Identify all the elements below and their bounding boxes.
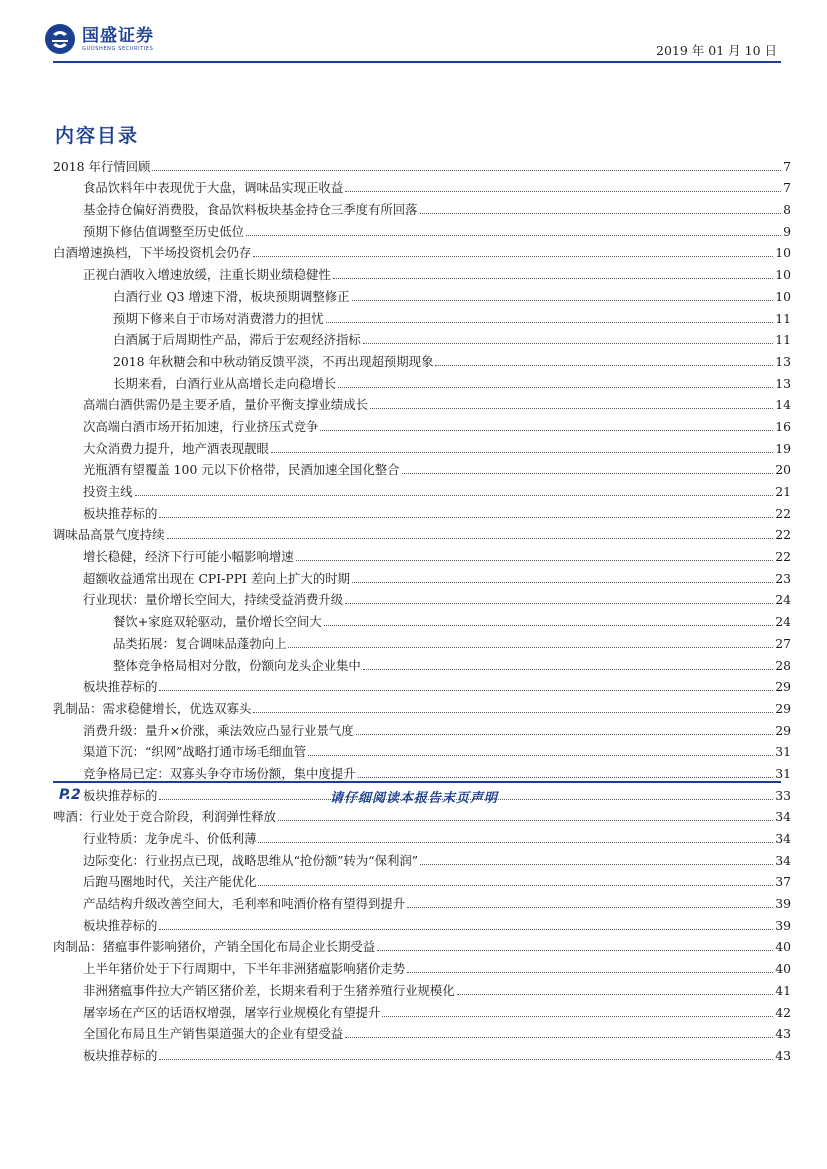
toc-dot-leader (135, 494, 774, 496)
toc-entry-page: 19 (775, 440, 791, 456)
toc-entry[interactable] (53, 673, 791, 695)
toc-entry-title: 大众消费力提升，地产酒表现靓眼 (83, 440, 269, 456)
toc-entry-page: 39 (775, 896, 791, 912)
toc-entry-title: 品类拓展：复合调味品蓬勃向上 (113, 635, 287, 651)
toc-entry-title: 预期下修来自于市场对消费潜力的担忧 (113, 310, 324, 326)
toc-entry[interactable] (53, 1020, 791, 1042)
toc-dot-leader (345, 602, 773, 604)
toc-dot-leader (407, 906, 773, 908)
toc-entry-page: 37 (775, 874, 791, 890)
toc-entry-title: 预期下修估值调整至历史低位 (83, 223, 245, 239)
toc-dot-leader (308, 754, 773, 756)
toc-entry[interactable] (53, 694, 791, 716)
toc-entry-title: 肉制品：猪瘟事件影响猪价，产销全国化布局企业长期受益 (53, 939, 376, 955)
toc-entry-title: 增长稳健，经济下行可能小幅影响增速 (83, 549, 294, 565)
toc-dot-leader (345, 190, 781, 192)
toc-entry-page: 39 (775, 917, 791, 933)
toc-dot-leader (338, 386, 773, 388)
toc-entry-title: 餐饮+家庭双轮驱动，量价增长空间大 (113, 614, 322, 630)
toc-entry-page: 13 (775, 353, 791, 369)
toc-entry-title: 渠道下沉：“织网”战略打通市场毛细血管 (83, 744, 307, 760)
toc-entry-title: 调味品高景气度持续 (53, 527, 165, 543)
toc-entry-page: 34 (775, 809, 791, 825)
toc-entry[interactable] (53, 651, 791, 673)
toc-entry-page: 40 (775, 939, 791, 955)
toc-entry-title: 基金持仓偏好消费股，食品饮料板块基金持仓三季度有所回落 (83, 202, 418, 218)
toc-entry-title: 全国化布局且生产销售渠道强大的企业有望受益 (83, 1026, 344, 1042)
toc-dot-leader (271, 451, 773, 453)
toc-dot-leader (345, 1036, 773, 1038)
toc-dot-leader (407, 971, 773, 973)
toc-dot-leader (363, 668, 773, 670)
toc-entry-page: 7 (783, 158, 791, 174)
toc-entry-title: 2018 年秋糖会和中秋动销反馈平淡，不再出现超预期现象 (113, 353, 434, 369)
page-header (0, 0, 827, 64)
toc-entry-title: 竞争格局已定：双寡头争夺市场份额，集中度提升 (83, 765, 356, 781)
toc-entry-page: 11 (775, 332, 791, 348)
toc-entry[interactable] (53, 998, 791, 1020)
toc-entry-title: 白酒属于后周期性产品，滞后于宏观经济指标 (113, 332, 361, 348)
toc-entry[interactable] (53, 326, 791, 348)
toc-entry-page: 43 (775, 1026, 791, 1042)
toc-entry-page: 13 (775, 375, 791, 391)
toc-dot-leader (159, 928, 773, 930)
toc-dot-leader (402, 472, 774, 474)
toc-entry[interactable] (53, 954, 791, 976)
toc-entry-page: 29 (775, 722, 791, 738)
toc-entry-page: 43 (775, 1047, 791, 1063)
toc-entry-page: 22 (775, 505, 791, 521)
toc-entry[interactable] (53, 607, 791, 629)
toc-entry[interactable] (53, 911, 791, 933)
toc-entry-title: 板块推荐标的 (83, 505, 158, 521)
toc-entry-title: 食品饮料年中表现优于大盘，调味品实现正收益 (83, 180, 344, 196)
toc-entry[interactable] (53, 174, 791, 196)
toc-entry-page: 40 (775, 961, 791, 977)
toc-dot-leader (382, 1015, 773, 1017)
brand-subtitle: GUOSHENG SECURITIES (82, 45, 154, 52)
toc-entry-page: 27 (775, 635, 791, 651)
toc-dot-leader (435, 364, 773, 366)
toc-entry-title: 屠宰场在产区的话语权增强，屠宰行业规模化有望提升 (83, 1004, 381, 1020)
toc-dot-leader (352, 299, 774, 301)
toc-entry[interactable] (53, 260, 791, 282)
toc-entry[interactable] (53, 1041, 791, 1063)
toc-entry[interactable] (53, 282, 791, 304)
toc-entry-title: 行业现状：量价增长空间大，持续受益消费升级 (83, 592, 344, 608)
toc-entry[interactable] (53, 434, 791, 456)
toc-dot-leader (296, 559, 774, 561)
toc-entry-page: 23 (775, 570, 791, 586)
toc-entry-page: 10 (775, 267, 791, 283)
toc-entry-title: 产品结构升级改善空间大，毛利率和吨酒价格有望得到提升 (83, 896, 406, 912)
toc-entry-page: 33 (775, 787, 791, 803)
toc-entry[interactable] (53, 564, 791, 586)
toc-dot-leader (326, 321, 774, 323)
toc-entry-title: 板块推荐标的 (83, 679, 158, 695)
toc-dot-leader (159, 1058, 773, 1060)
toc-entry[interactable] (53, 304, 791, 326)
toc-entry-title: 啤酒：行业处于竞合阶段，利润弹性释放 (53, 809, 277, 825)
toc-entry-title: 高端白酒供需仍是主要矛盾，量价平衡支撑业绩成长 (83, 397, 368, 413)
toc-dot-leader (377, 949, 773, 951)
toc-dot-leader (167, 537, 774, 539)
brand-logo-icon (44, 23, 76, 55)
toc-entry[interactable] (53, 347, 791, 369)
table-of-contents (53, 152, 791, 1063)
toc-entry-title: 后跑马圈地时代，关注产能优化 (83, 874, 257, 890)
toc-entry-title: 白酒行业 Q3 增速下滑，板块预期调整修正 (113, 288, 350, 304)
toc-entry[interactable] (53, 716, 791, 738)
report-date: 2019 年 01 月 10 日 (656, 43, 777, 58)
disclaimer-note: 请仔细阅读本报告末页声明 (330, 791, 499, 806)
toc-entry[interactable] (53, 152, 791, 174)
toc-dot-leader (253, 255, 773, 257)
toc-entry-page: 24 (775, 614, 791, 630)
toc-entry-page: 21 (775, 484, 791, 499)
toc-entry-title: 正视白酒收入增速放缓，注重长期业绩稳健性 (83, 267, 331, 283)
brand-logo (44, 22, 154, 56)
toc-entry-title: 光瓶酒有望覆盖 100 元以下价格带，民酒加速全国化整合 (83, 462, 400, 478)
toc-dot-leader (333, 277, 773, 279)
toc-entry[interactable] (53, 391, 791, 413)
toc-entry[interactable] (53, 369, 791, 391)
toc-dot-leader (320, 429, 773, 431)
toc-entry-title: 乳制品：需求稳健增长，优选双寡头 (53, 700, 252, 716)
toc-entry-title: 超额收益通常出现在 CPI-PPI 差向上扩大的时期 (83, 570, 350, 586)
toc-dot-leader (246, 234, 781, 236)
toc-entry-page: 7 (783, 180, 791, 196)
toc-dot-leader (253, 711, 773, 713)
toc-entry[interactable] (53, 889, 791, 911)
toc-dot-leader (352, 581, 773, 583)
toc-entry-title: 板块推荐标的 (83, 917, 158, 933)
toc-entry-page: 11 (775, 310, 791, 326)
toc-entry[interactable] (53, 456, 791, 478)
toc-entry-page: 41 (775, 982, 791, 998)
toc-entry-page: 20 (775, 462, 791, 478)
toc-entry[interactable] (53, 933, 791, 955)
toc-entry-page: 10 (775, 245, 791, 261)
footer-divider (53, 781, 781, 783)
toc-entry-title: 整体竞争格局相对分散，份额向龙头企业集中 (113, 657, 361, 673)
toc-entry-page: 31 (775, 744, 791, 760)
toc-entry-page: 31 (775, 765, 791, 781)
toc-dot-leader (420, 863, 773, 865)
toc-entry-title: 消费升级：量升×价涨，乘法效应凸显行业景气度 (83, 722, 354, 738)
toc-entry-title: 上半年猪价处于下行周期中，下半年非洲猪瘟影响猪价走势 (83, 961, 406, 977)
header-divider (53, 61, 781, 63)
toc-entry[interactable] (53, 542, 791, 564)
toc-dot-leader (370, 407, 773, 409)
toc-dot-leader (159, 689, 773, 691)
toc-entry[interactable] (53, 759, 791, 781)
toc-entry[interactable] (53, 738, 791, 760)
toc-entry[interactable] (53, 195, 791, 217)
toc-entry-page: 24 (775, 592, 791, 608)
toc-entry-title: 行业特质：龙争虎斗、价低利薄 (83, 831, 257, 846)
toc-entry[interactable] (53, 629, 791, 651)
toc-entry-title: 投资主线 (83, 484, 133, 499)
toc-dot-leader (258, 884, 773, 886)
toc-entry[interactable] (53, 976, 791, 998)
toc-entry-page: 9 (783, 223, 791, 239)
toc-entry[interactable] (53, 412, 791, 434)
toc-dot-leader (457, 993, 774, 995)
toc-entry-title: 非洲猪瘟事件拉大产销区猪价差，长期来看利于生猪养殖行业规模化 (83, 982, 455, 998)
toc-entry[interactable] (53, 824, 791, 846)
toc-entry-page: 8 (783, 202, 791, 218)
toc-title: 内容目录 (55, 125, 140, 147)
toc-entry-title: 2018 年行情回顾 (53, 158, 151, 174)
page-number: P.2 (59, 787, 81, 803)
toc-dot-leader (288, 646, 773, 648)
toc-dot-leader (356, 733, 774, 735)
toc-entry-page: 22 (775, 527, 791, 543)
toc-entry[interactable] (53, 868, 791, 890)
toc-dot-leader (358, 776, 774, 778)
toc-entry-title: 板块推荐标的 (83, 787, 158, 803)
toc-entry[interactable] (53, 586, 791, 608)
toc-entry-title: 白酒增速换档，下半场投资机会仍存 (53, 245, 252, 261)
toc-entry-title: 板块推荐标的 (83, 1047, 158, 1063)
toc-dot-leader (159, 516, 773, 518)
toc-entry-title: 边际变化：行业拐点已现，战略思维从“抢份额”转为“保利润” (83, 852, 419, 868)
toc-dot-leader (363, 342, 773, 344)
toc-dot-leader (420, 212, 782, 214)
toc-entry[interactable] (53, 846, 791, 868)
toc-dot-leader (258, 841, 773, 843)
toc-entry[interactable] (53, 499, 791, 521)
brand-name: 国盛证券 (82, 25, 154, 46)
toc-entry-page: 22 (775, 549, 791, 565)
toc-entry-page: 29 (775, 700, 791, 716)
toc-entry-page: 28 (775, 657, 791, 673)
toc-entry-page: 34 (775, 852, 791, 868)
toc-entry-page: 14 (775, 397, 791, 413)
toc-dot-leader (278, 819, 773, 821)
toc-entry-title: 长期来看，白酒行业从高增长走向稳增长 (113, 375, 337, 391)
toc-entry-page: 10 (775, 288, 791, 304)
toc-entry[interactable] (53, 521, 791, 543)
toc-entry-title: 次高端白酒市场开拓加速，行业挤压式竞争 (83, 418, 319, 434)
toc-entry-page: 42 (775, 1004, 791, 1020)
toc-entry-page: 34 (775, 831, 791, 846)
toc-entry-page: 29 (775, 679, 791, 695)
toc-entry[interactable] (53, 217, 791, 239)
toc-dot-leader (324, 624, 774, 626)
toc-entry-page: 16 (775, 418, 791, 434)
toc-dot-leader (152, 169, 781, 171)
toc-entry[interactable] (53, 477, 791, 499)
toc-entry[interactable] (53, 239, 791, 261)
